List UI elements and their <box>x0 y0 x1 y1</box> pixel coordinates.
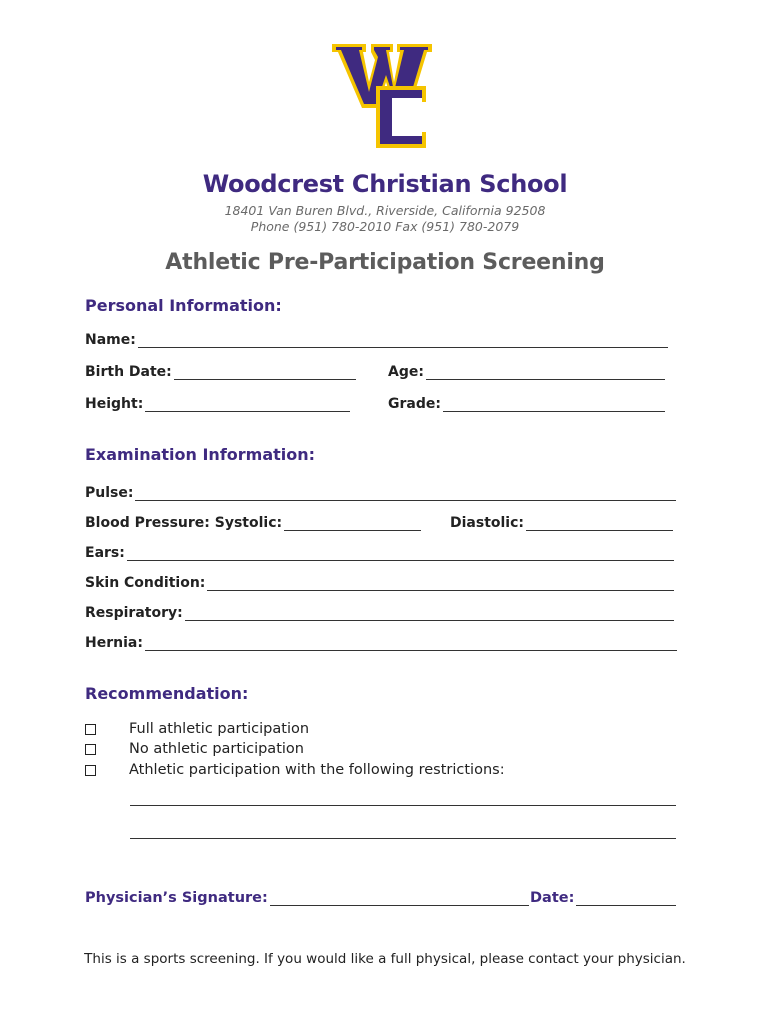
grade-label: Grade: <box>388 396 441 412</box>
systolic-label: Blood Pressure: Systolic: <box>85 515 283 531</box>
restrictions-line-2[interactable] <box>130 838 676 839</box>
form-title: Athletic Pre-Participation Screening <box>165 250 605 275</box>
name-line[interactable] <box>138 332 668 348</box>
school-name: Woodcrest Christian School <box>202 170 568 198</box>
signature-label: Physician’s Signature: <box>85 890 268 906</box>
age-label: Age: <box>388 364 424 380</box>
signature-date-line[interactable] <box>576 890 676 906</box>
exam-heading: Examination Information: <box>85 445 316 464</box>
respiratory-field[interactable] <box>85 601 674 621</box>
diastolic-label: Diastolic: <box>450 515 525 531</box>
height-label: Height: <box>85 396 144 412</box>
option-label: Full athletic participation <box>129 721 310 737</box>
grade-field[interactable] <box>388 392 665 412</box>
pulse-field[interactable] <box>85 481 676 501</box>
skin-condition-label: Skin Condition: <box>85 575 206 591</box>
birth-date-label: Birth Date: <box>85 364 172 380</box>
signature-date-field[interactable] <box>530 886 676 906</box>
skin-condition-field[interactable] <box>85 571 674 591</box>
option-full-participation[interactable] <box>85 719 309 739</box>
grade-line[interactable] <box>443 396 665 412</box>
hernia-field[interactable] <box>85 631 677 651</box>
ears-field[interactable] <box>85 541 674 561</box>
option-label: Athletic participation with the following restrictions: <box>129 762 505 778</box>
checkbox[interactable] <box>85 744 96 755</box>
ears-label: Ears: <box>85 545 125 561</box>
diastolic-line[interactable] <box>526 515 673 531</box>
pulse-label: Pulse: <box>85 485 134 501</box>
school-contact: Phone (951) 780-2010 Fax (951) 780-2079 <box>250 219 520 234</box>
ears-line[interactable] <box>127 545 674 561</box>
hernia-label: Hernia: <box>85 635 143 651</box>
school-address: 18401 Van Buren Blvd., Riverside, California 92508 <box>224 203 546 218</box>
checkbox[interactable] <box>85 765 96 776</box>
footer-note: This is a sports screening. If you would like a full physical, please contact your physician. <box>84 951 686 967</box>
physician-signature-field[interactable] <box>85 886 529 906</box>
systolic-field[interactable] <box>85 511 421 531</box>
hernia-line[interactable] <box>145 635 677 651</box>
respiratory-label: Respiratory: <box>85 605 183 621</box>
birth-date-field[interactable] <box>85 360 356 380</box>
skin-condition-line[interactable] <box>207 575 674 591</box>
age-field[interactable] <box>388 360 665 380</box>
height-field[interactable] <box>85 392 350 412</box>
age-line[interactable] <box>426 364 665 380</box>
diastolic-field[interactable] <box>450 511 673 531</box>
restrictions-line-1[interactable] <box>130 805 676 806</box>
height-line[interactable] <box>145 396 350 412</box>
name-field[interactable] <box>85 328 668 348</box>
option-label: No athletic participation <box>129 741 304 757</box>
option-no-participation[interactable] <box>85 739 304 759</box>
signature-date-label: Date: <box>530 890 575 906</box>
school-logo <box>330 42 434 150</box>
birth-date-line[interactable] <box>174 364 356 380</box>
checkbox[interactable] <box>85 724 96 735</box>
name-label: Name: <box>85 332 136 348</box>
pulse-line[interactable] <box>135 485 676 501</box>
respiratory-line[interactable] <box>185 605 674 621</box>
option-restricted-participation[interactable] <box>85 760 505 780</box>
signature-line[interactable] <box>270 890 529 906</box>
systolic-line[interactable] <box>284 515 421 531</box>
personal-heading: Personal Information: <box>85 296 282 315</box>
recommendation-heading: Recommendation: <box>85 684 249 703</box>
